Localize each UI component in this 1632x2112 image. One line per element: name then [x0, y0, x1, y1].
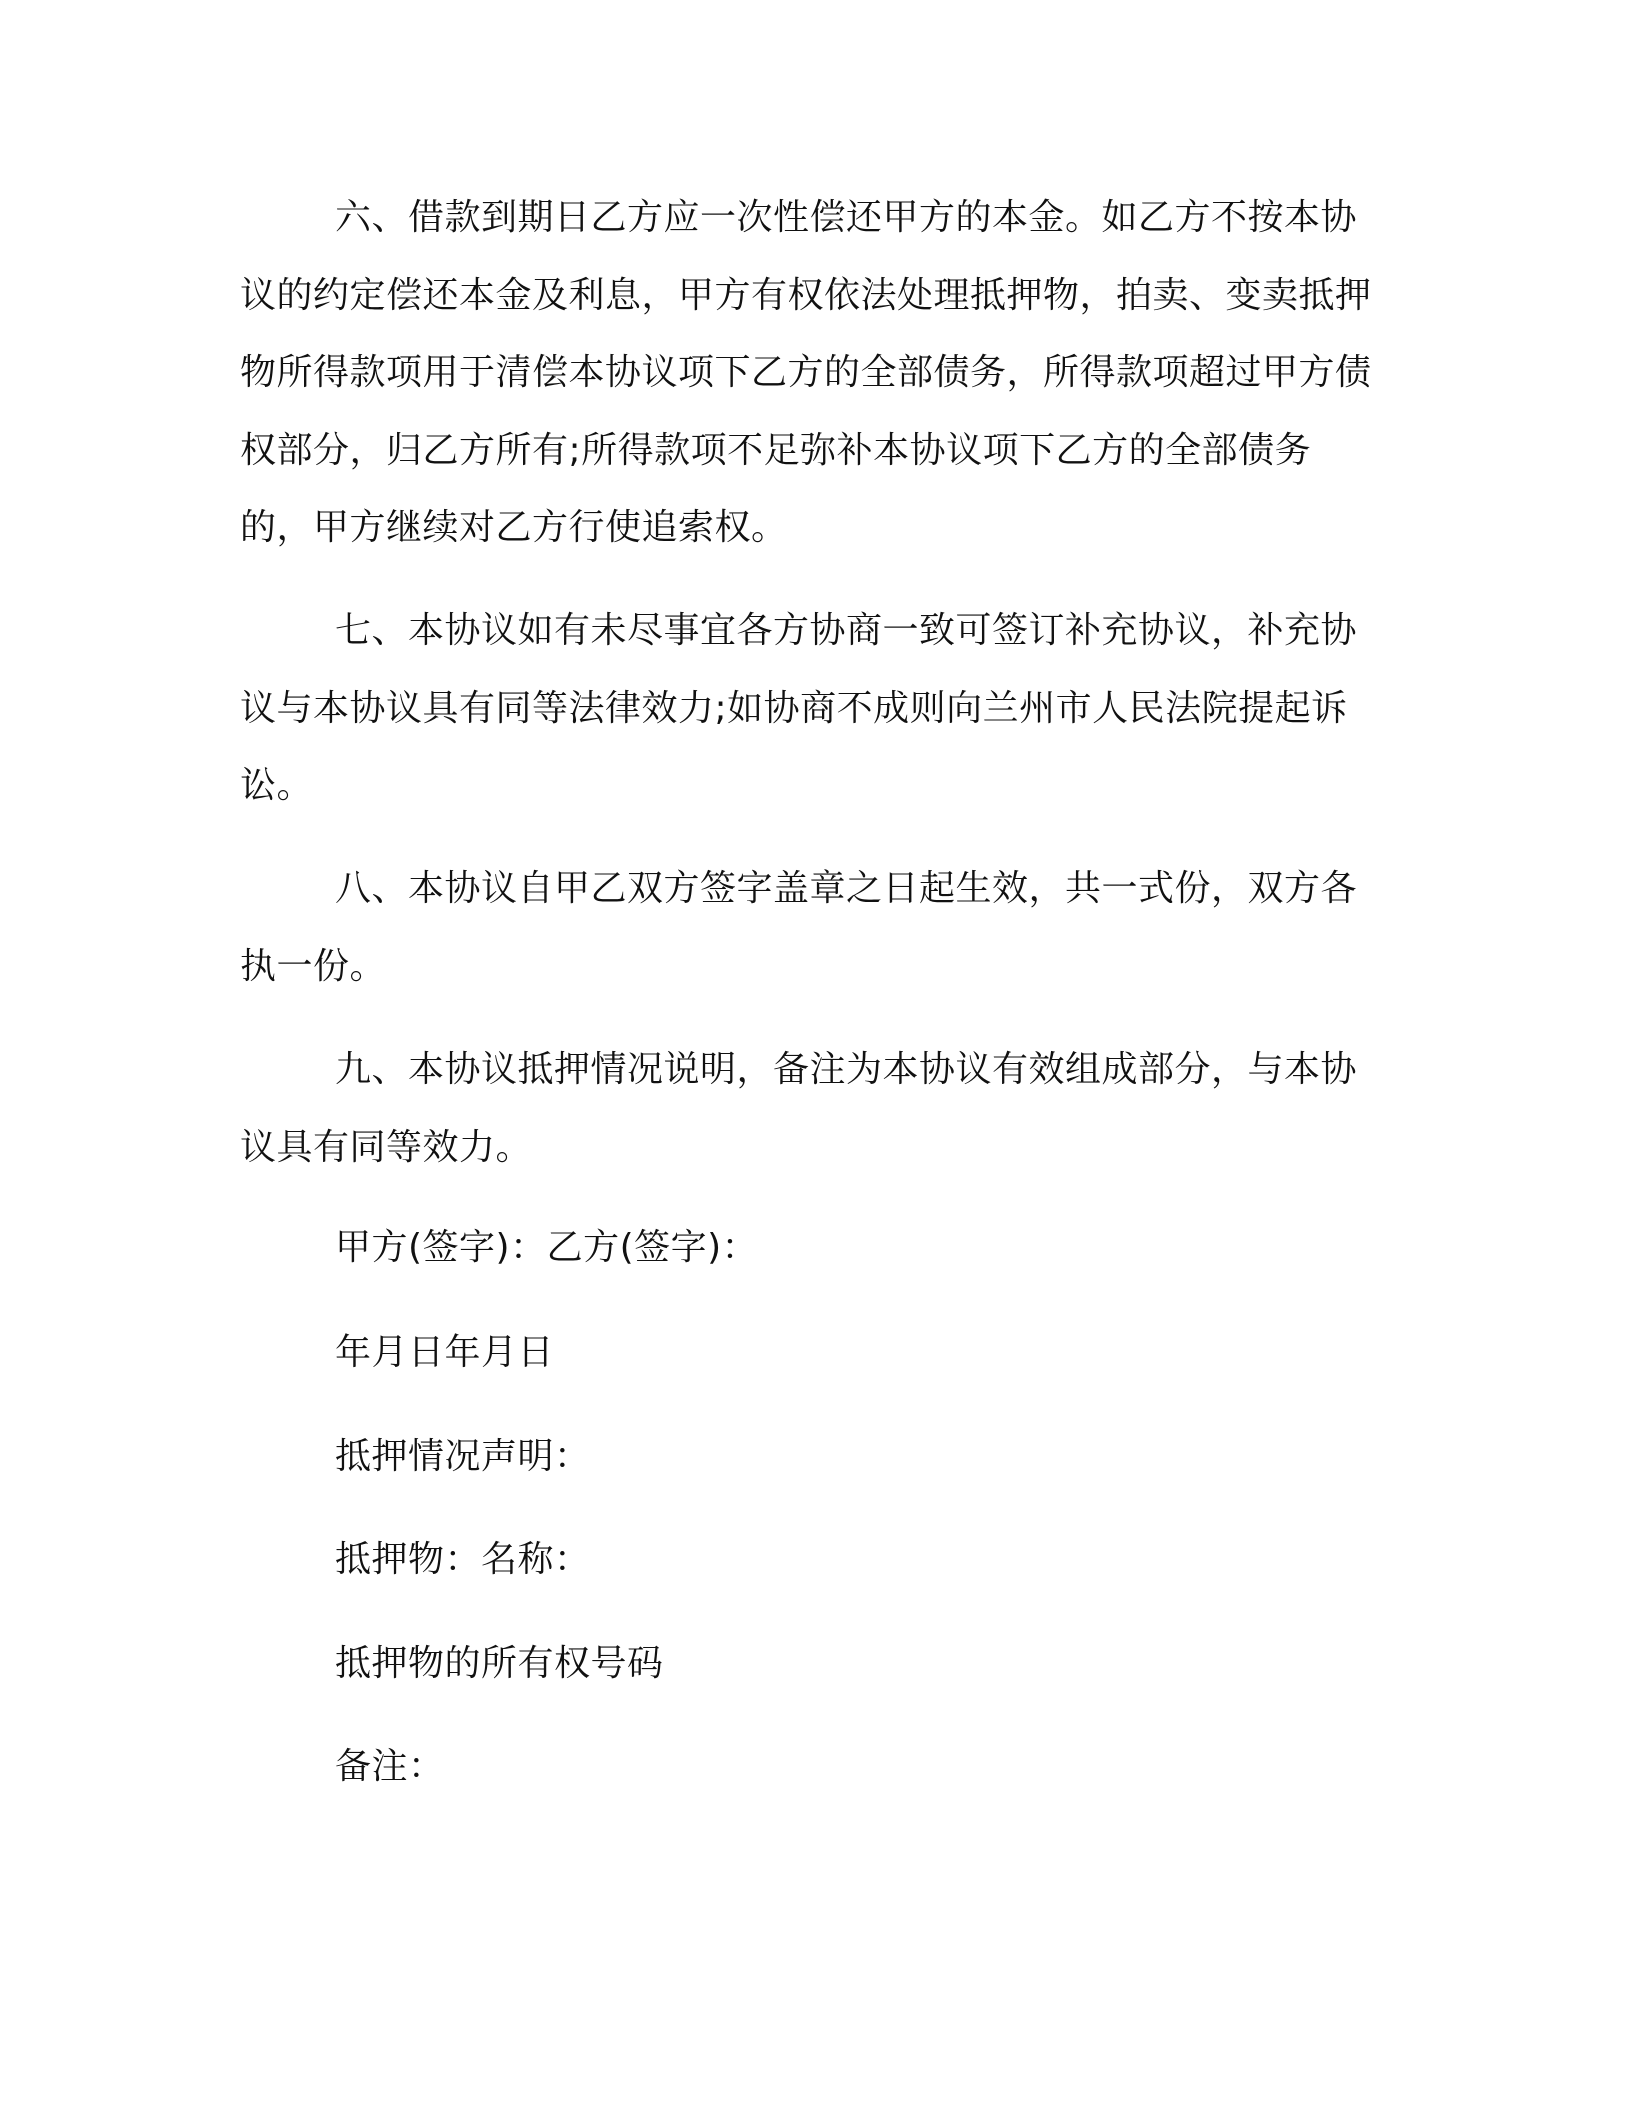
ownership-number-field: 抵押物的所有权号码	[335, 1643, 664, 1684]
clause-seven: 七、本协议如有未尽事宜各方协商一致可签订补充协议，补充协议与本协议具有同等法律效力;如协商不成则向兰州市人民法院提起诉讼。	[240, 610, 1358, 806]
mortgage-statement-heading: 抵押情况声明：	[335, 1436, 591, 1477]
clause-six: 六、借款到期日乙方应一次性偿还甲方的本金。如乙方不按本协议的约定偿还本金及利息，甲方有权依法处理抵押物，拍卖、变卖抵押物所得款项用于清偿本协议项下乙方的全部债务，所得款项超过甲方债权部分，归乙方所有;所得款项不足弥补本协议项下乙方的全部债务的，甲方继续对乙方行使追索权。	[240, 197, 1372, 548]
clause-eight: 八、本协议自甲乙双方签字盖章之日起生效，共一式份，双方各执一份。	[240, 868, 1358, 987]
remarks-field: 备注：	[335, 1746, 445, 1787]
signature-line: 甲方(签字)：乙方(签字)：	[335, 1227, 759, 1268]
date-line: 年月日年月日	[335, 1332, 555, 1373]
mortgage-name-field: 抵押物：名称：	[335, 1539, 591, 1580]
clause-nine: 九、本协议抵押情况说明，备注为本协议有效组成部分，与本协议具有同等效力。	[240, 1049, 1358, 1168]
